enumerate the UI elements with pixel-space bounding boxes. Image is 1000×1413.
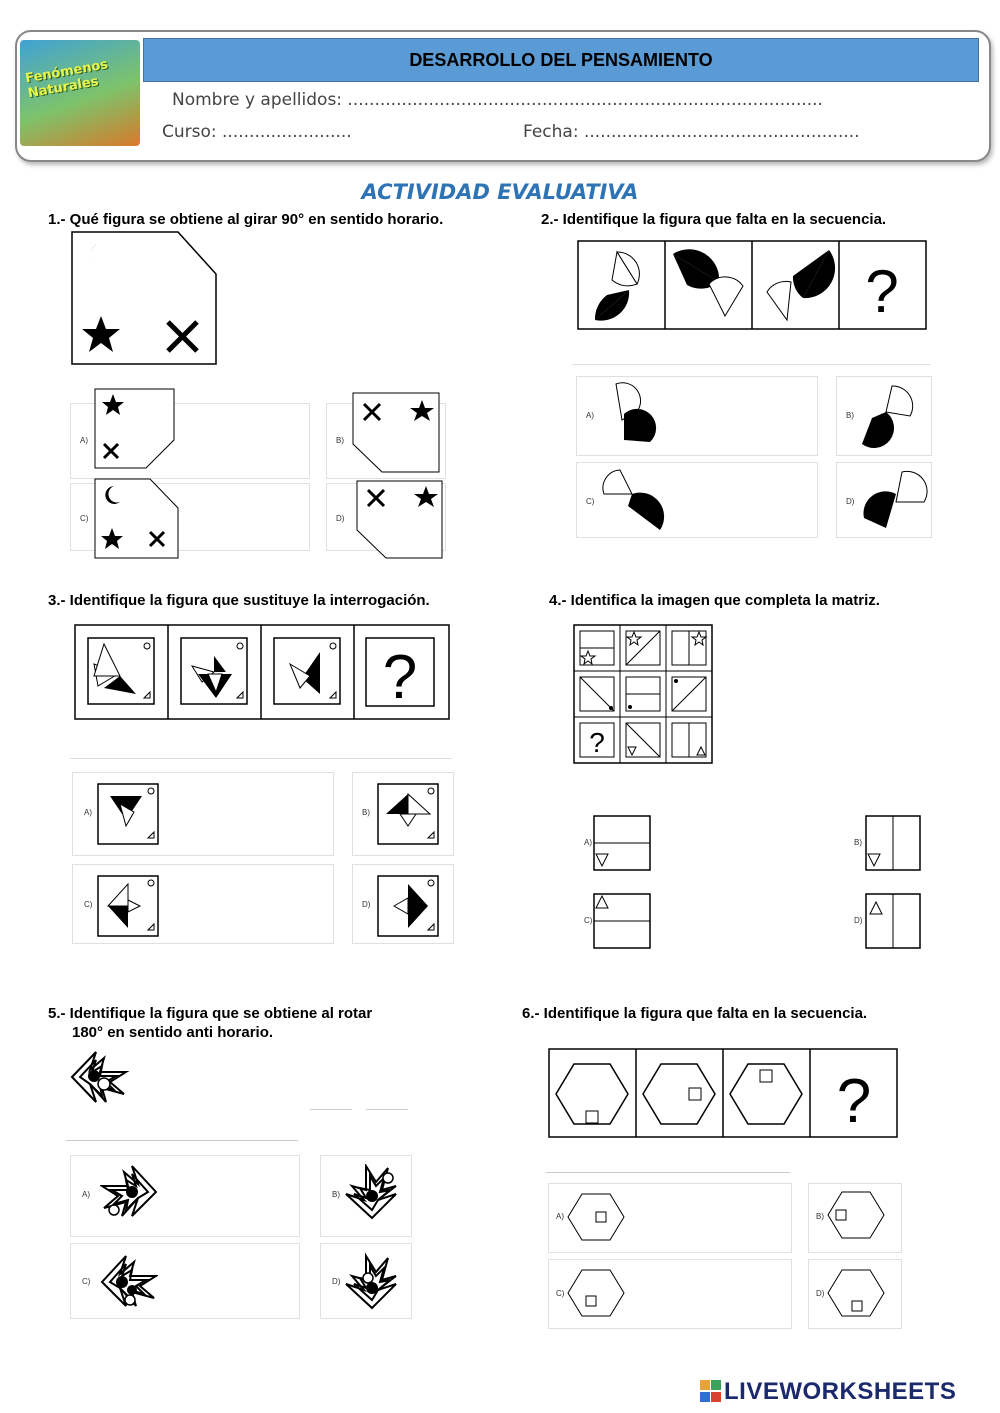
q3-option-d-figure[interactable] bbox=[376, 874, 440, 938]
q5-option-c-label: C) bbox=[82, 1277, 91, 1286]
q5-reference-figure bbox=[70, 1050, 130, 1104]
divider bbox=[366, 1109, 408, 1110]
q5-option-a-figure[interactable] bbox=[100, 1164, 158, 1220]
divider bbox=[546, 1172, 790, 1173]
q2-option-b-label: B) bbox=[846, 411, 854, 420]
q2-option-d-label: D) bbox=[846, 497, 855, 506]
q5-option-b-figure[interactable] bbox=[344, 1164, 402, 1220]
question-6: 6.- Identifique la figura que falta en la secuencia. bbox=[522, 1005, 868, 1022]
q2-option-d-figure[interactable] bbox=[858, 466, 928, 534]
question-1: 1.- Qué figura se obtiene al girar 90° en sentido horario. bbox=[48, 211, 444, 228]
question-5-line2: 180° en sentido anti horario. bbox=[72, 1024, 274, 1041]
q5-option-b-label: B) bbox=[332, 1190, 340, 1199]
q3-option-c-label: C) bbox=[84, 900, 93, 909]
q3-option-b-label: B) bbox=[362, 808, 370, 817]
title-banner bbox=[143, 38, 979, 82]
q1-option-c-figure[interactable] bbox=[94, 478, 180, 560]
lws-logo-icon bbox=[700, 1380, 722, 1404]
q5-option-c-figure[interactable] bbox=[100, 1254, 158, 1310]
q3-sequence bbox=[74, 624, 450, 720]
q6-question-mark: ? bbox=[836, 1067, 872, 1136]
q2-option-a-figure[interactable] bbox=[598, 380, 658, 450]
q6-option-c-figure[interactable] bbox=[566, 1268, 626, 1318]
q4-matrix bbox=[573, 624, 713, 764]
q2-question-mark: ? bbox=[865, 258, 899, 325]
q4-option-d-figure[interactable] bbox=[864, 892, 922, 950]
q5-option-d-figure[interactable] bbox=[344, 1252, 402, 1310]
liveworksheets-logo bbox=[700, 1378, 995, 1408]
q4-option-a-label: A) bbox=[584, 838, 592, 847]
q6-option-b-label: B) bbox=[816, 1212, 824, 1221]
logo bbox=[20, 40, 140, 146]
divider bbox=[66, 1140, 298, 1141]
q5-option-a-label: A) bbox=[82, 1190, 90, 1199]
q1-option-d-figure[interactable] bbox=[356, 480, 444, 560]
q3-option-b-figure[interactable] bbox=[376, 782, 440, 846]
q4-question-mark: ? bbox=[589, 727, 605, 758]
course-line: Curso: ........................ bbox=[162, 122, 352, 142]
q6-option-a-label: A) bbox=[556, 1212, 564, 1221]
q3-option-c-figure[interactable] bbox=[96, 874, 160, 938]
q5-option-d-label: D) bbox=[332, 1277, 341, 1286]
divider bbox=[70, 758, 452, 759]
divider bbox=[310, 1109, 352, 1110]
q1-option-a-label: A) bbox=[80, 436, 88, 445]
divider bbox=[572, 364, 930, 365]
q2-option-a-label: A) bbox=[586, 411, 594, 420]
q4-option-b-label: B) bbox=[854, 838, 862, 847]
question-4: 4.- Identifica la imagen que completa la matriz. bbox=[549, 592, 880, 609]
lws-brand: LIVEWORKSHEETS bbox=[724, 1378, 957, 1405]
title: DESARROLLO DEL PENSAMIENTO bbox=[409, 50, 713, 70]
q6-option-a-figure[interactable] bbox=[566, 1192, 626, 1242]
question-3: 3.- Identifique la figura que sustituye la interrogación. bbox=[48, 592, 430, 609]
q6-sequence bbox=[548, 1048, 898, 1140]
q4-option-b-figure[interactable] bbox=[864, 814, 922, 872]
q3-question-mark: ? bbox=[382, 643, 418, 712]
q4-option-a-figure[interactable] bbox=[592, 814, 652, 872]
q1-option-b-figure[interactable] bbox=[352, 392, 442, 474]
q2-option-c-figure[interactable] bbox=[598, 466, 668, 534]
q6-option-b-figure[interactable] bbox=[826, 1190, 886, 1240]
q4-option-d-label: D) bbox=[854, 916, 863, 925]
q3-option-a-label: A) bbox=[84, 808, 92, 817]
q3-option-a-figure[interactable] bbox=[96, 782, 160, 846]
q2-option-b-figure[interactable] bbox=[852, 382, 916, 448]
q6-option-d-label: D) bbox=[816, 1289, 825, 1298]
q1-option-c-label: C) bbox=[80, 514, 89, 523]
subtitle: ACTIVIDAD EVALUATIVA bbox=[361, 180, 639, 204]
q1-option-b-label: B) bbox=[336, 436, 344, 445]
q1-option-d-label: D) bbox=[336, 514, 345, 523]
q6-option-d-figure[interactable] bbox=[826, 1268, 886, 1320]
q1-reference-figure bbox=[70, 230, 220, 368]
name-line: Nombre y apellidos: ........................................................................................ bbox=[172, 90, 823, 110]
question-5-line1: 5.- Identifique la figura que se obtiene al rotar bbox=[48, 1005, 373, 1022]
logo-text: Fenómenos Naturales bbox=[24, 57, 110, 102]
q6-option-c-label: C) bbox=[556, 1289, 565, 1298]
date-line: Fecha: ................................................... bbox=[523, 122, 860, 142]
q4-option-c-figure[interactable] bbox=[592, 892, 652, 950]
q3-option-d-label: D) bbox=[362, 900, 371, 909]
q2-option-c-label: C) bbox=[586, 497, 595, 506]
q4-option-c-label: C) bbox=[584, 916, 593, 925]
q1-option-a-figure[interactable] bbox=[94, 388, 178, 472]
question-2: 2.- Identifique la figura que falta en la secuencia. bbox=[541, 211, 887, 228]
q2-sequence bbox=[577, 240, 927, 330]
